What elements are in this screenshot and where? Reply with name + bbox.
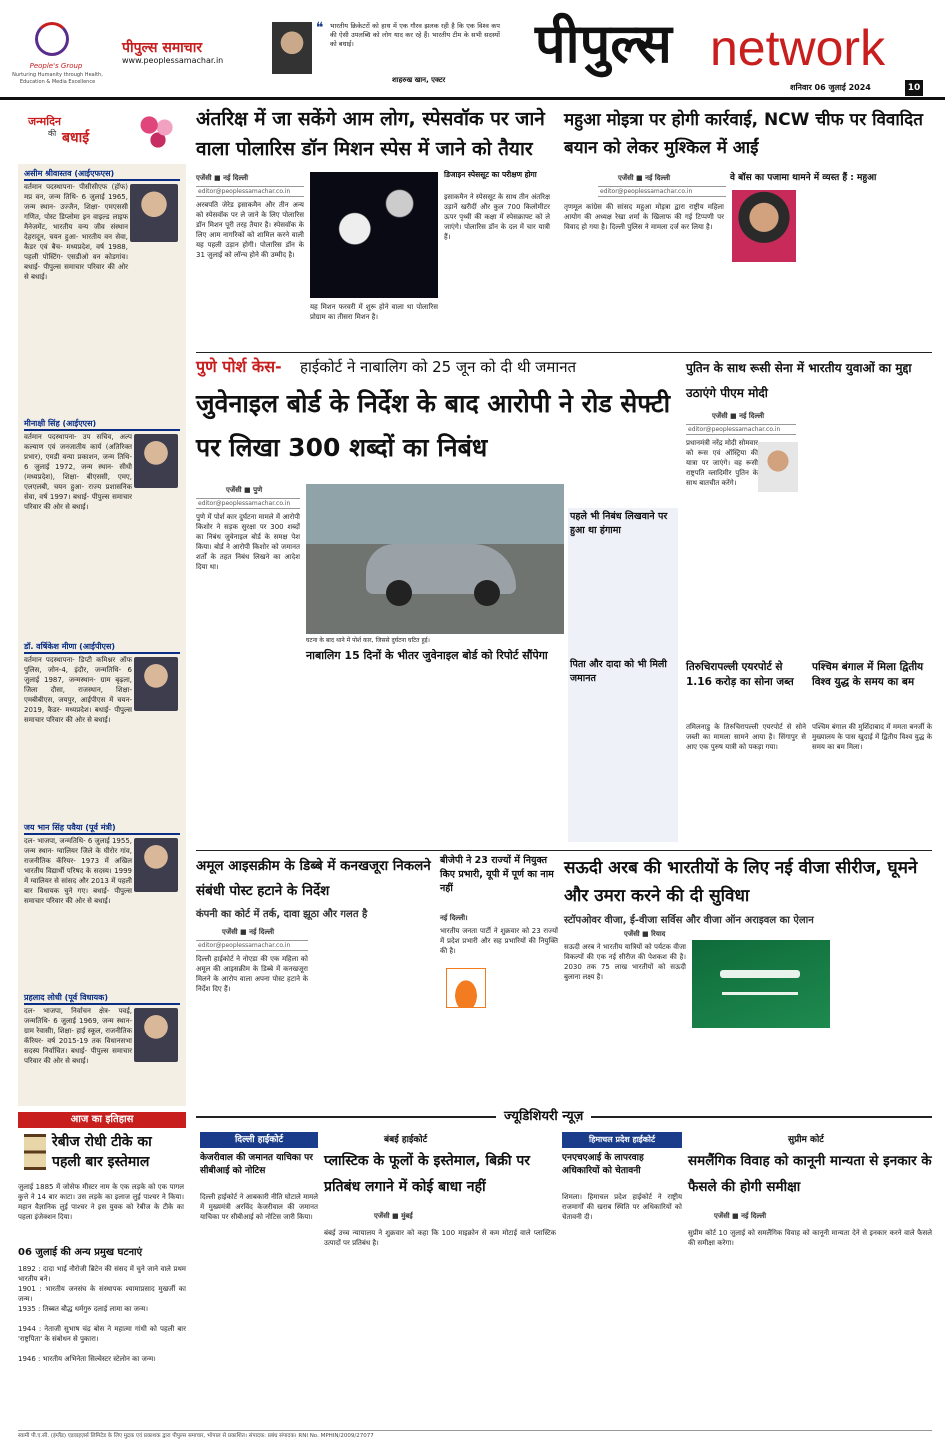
issue-date: शनिवार 06 जुलाई 2024 — [790, 83, 871, 92]
amul-subhead: कंपनी का कोर्ट में तर्क, दावा झूठा और गलत है — [196, 909, 368, 920]
person-photo — [134, 838, 178, 892]
birthday-title-bot: बधाई — [62, 130, 90, 146]
birthday-header — [18, 106, 186, 164]
person-photo — [134, 1008, 178, 1062]
mahua-headline: महुआ मोइत्रा पर होगी कार्रवाई, NCW चीफ पर विवादित बयान को लेकर मुश्किल में आईं — [564, 110, 923, 158]
history-body: जुलाई 1885 में जोसेफ मीस्टर नाम के एक लड़के को एक पागल कुत्ते ने 14 बार काटा। उस लड़के का इलाज लुई पाश्चर ने किया। महान वैज्ञानिक लुई पाश्चर ने इस युवक को रेबीज के टीके का पहला इंजेक्शन दिया। — [18, 1183, 184, 1221]
porsche-tag: पुणे पोर्श केस- — [196, 357, 282, 376]
court-himachal — [562, 1132, 682, 1422]
court-tag: हिमाचल प्रदेश हाईकोर्ट — [562, 1132, 682, 1148]
birthday-body-cont — [24, 252, 180, 364]
trichy-story — [686, 660, 806, 846]
paper-small-title: पीपुल्स समाचार — [122, 40, 203, 56]
porsche-kicker: हाईकोर्ट ने नाबालिग को 25 जून को दी थी जमानत — [300, 358, 577, 376]
bjp-body-cont — [440, 1014, 558, 1100]
court-body: दिल्ली हाईकोर्ट ने आबकारी नीति घोटाले मामले में मुख्यमंत्री अरविंद केजरीवाल की जमानत याचिका पर सीबीआई को नोटिस जारी किया। — [200, 1193, 318, 1221]
birthday-body: वर्तमान पदस्थापना- पीसीसीएफ (हॉफ) मप्र वन, जन्म तिथि- 6 जुलाई 1965, जन्म स्थान- उज्जैन, शिक्षा- एमएससी गणित, पोस्ट डिप्लोमा इन वाइल्ड लाइफ मैनेजमेंट, भारतीय वन्य जीव संस्थान देहरादून, चयन हुआ- भारतीय वन सेवा, कैडर एवं बैच- मध्यप्रदेश, वर्ष 1988, पहली पोस्टिंग- एसडीओ वन कोडगांव। बधाई- पीपुल्स समाचार परिवार की ओर से बधाई। — [24, 183, 128, 281]
history-event: 1935 : तिब्बत बौद्ध धर्मगुरु दलाई लामा का जन्म। — [18, 1305, 148, 1313]
trichy-body: तमिलनाडु के तिरुचिरापल्ली एयरपोर्ट से सोने जब्ती का मामला सामने आया है। सिंगापुर से आए एक पुरुष यात्री को पकड़ा गया। — [686, 723, 806, 751]
court-delhi — [200, 1132, 318, 1422]
flower-bouquet-icon — [136, 110, 180, 160]
history-event: 1901 : भारतीय जनसंघ के संस्थापक श्यामाप्रसाद मुखर्जी का जन्म। — [18, 1285, 186, 1303]
putin-headline: पुतिन के साथ रूसी सेना में भारतीय युवाओं का मुद्दा उठाएंगे पीएम मोदी — [686, 361, 912, 400]
bjp-headline: बीजेपी ने 23 राज्यों में नियुक्त किए प्रभारी, यूपी में पूर्ण का नाम नहीं — [440, 855, 554, 894]
history-box — [18, 1112, 186, 1412]
court-headline: एनएचएआई के लापरवाह अधिकारियों को चेतावनी — [562, 1153, 644, 1176]
bengal-body: पश्चिम बंगाल की मुर्शिदाबाद में ममता बनर्जी के मुख्यालय के पास खुदाई में द्वितीय विश्व युद्ध के समय का बम मिला। — [812, 723, 932, 751]
court-bombay — [324, 1132, 556, 1422]
history-headline: रेबीज रोधी टीके का पहली बार इस्तेमाल — [52, 1134, 152, 1170]
divider — [196, 850, 932, 851]
birthday-name: असीम श्रीवास्तव (आईएफएस) — [24, 168, 180, 181]
saudi-flag — [692, 940, 830, 1028]
space-headline: अंतरिक्ष में जा सकेंगे आम लोग, स्पेसवॉक पर जाने वाला पोलारिस डॉन मिशन स्पेस में जाने को तैयार — [196, 108, 545, 160]
putin-story — [686, 356, 932, 656]
judiciary-banner: ज्यूडिशियरी न्यूज़ — [496, 1106, 591, 1128]
court-headline: समलैंगिक विवाह को कानूनी मान्यता से इनकार के फैसले की होगी समीक्षा — [688, 1153, 932, 1195]
divider — [196, 352, 932, 353]
court-body: बंबई उच्च न्यायालय ने शुक्रवार को कहा कि 100 माइक्रोन से कम मोटाई वाले प्लास्टिक उत्पादों पर प्रतिबंध है। — [324, 1229, 556, 1247]
putin-email: editor@peoplessamachar.co.in — [686, 424, 796, 435]
birthday-body: दल- भाजपा, जन्मतिथि- 6 जुलाई 1955, जन्म स्थान- ग्वालियर जिले के घीरोर गांव, राजनीतिक कॅरियर- 1973 में अखिल भारतीय विद्यार्थी परिषद के सदस्य। 1999 में ग्वालियर से सांसद और 2013 में पहली बार विधायक चुने गए। बधाई- पीपुल्स समाचार परिवार की ओर से बधाई। — [24, 837, 132, 905]
birthday-title-top: जन्मदिन — [28, 115, 62, 128]
amul-headline: अमूल आइसक्रीम के डिब्बे में कनखजूरा निकलने संबंधी पोस्ट हटाने के निर्देश — [196, 858, 431, 899]
court-body: शिमला। हिमाचल प्रदेश हाईकोर्ट ने राष्ट्रीय राजमार्गों की खराब स्थिति पर अधिकारियों को चेतावनी दी। — [562, 1193, 682, 1221]
birthday-name: प्रहलाद लोधी (पूर्व विधायक) — [24, 992, 180, 1005]
porsche-side2-title: पिता और दादा को भी मिली जमानत — [570, 659, 667, 684]
birthday-name: जय भान सिंह पवैया (पूर्व मंत्री) — [24, 822, 180, 835]
saudi-subhead: स्टॉपओवर वीजा, ई-वीजा सर्विस और वीजा ऑन अराइवल का ऐलान — [564, 915, 814, 926]
mahua-email: editor@peoplessamachar.co.in — [598, 186, 726, 197]
saudi-story — [564, 854, 932, 1074]
birthday-entry-1 — [24, 168, 180, 368]
putin-byline: एजेंसी ■ नई दिल्ली — [712, 412, 765, 420]
person-photo — [130, 184, 178, 242]
history-events-list — [18, 1264, 186, 1410]
amul-byline: एजेंसी ■ नई दिल्ली — [222, 928, 275, 936]
mahua-quote: वे बॉस का पजामा थामने में व्यस्त हैं : महुआ — [730, 173, 877, 183]
saudi-body: सऊदी अरब ने भारतीय यात्रियों को पर्यटक वीजा विकल्पों की एक नई सीरीज की पेशकश की है। 2030 तक 75 लाख भारतीयों को सऊदी बुलाना लक्ष्य है। — [564, 943, 686, 981]
person-photo — [134, 657, 178, 711]
porsche-subhead: नाबालिग 15 दिनों के भीतर जुवेनाइल बोर्ड को रिपोर्ट सौंपेगा — [306, 649, 548, 662]
history-events-title: 06 जुलाई की अन्य प्रमुख घटनाएं — [18, 1247, 143, 1258]
space-story — [196, 104, 554, 352]
birthday-title-mid: की — [48, 129, 57, 138]
flag-sword — [722, 992, 798, 995]
car-wheel — [386, 580, 412, 606]
birthday-entry-3 — [24, 641, 180, 811]
court-headline: केजरीवाल की जमानत याचिका पर सीबीआई को नोटिस — [200, 1153, 313, 1176]
history-event: 1944 : नेताजी सुभाष चंद्र बोस ने महात्मा गांधी को पहली बार 'राष्ट्रपिता' के संबोधन से पुकारा। — [18, 1325, 186, 1343]
bengal-story — [812, 660, 932, 846]
birthday-body: वर्तमान पदस्थापना- उप सचिव, अल्प कल्याण एवं जनजातीय कार्य (अतिरिक्त प्रभार), एमडी वन्या प्रकाशन, जन्म तिथि- 6 जुलाई 1972, जन्म स्थान- सीधी (मध्यप्रदेश), शिक्षा- बीएससी, एमए, एलएलबी, चयन हुआ- राज्य प्रशासनिक सेवा, वर्ष 1997। बधाई- पीपुल्स समाचार परिवार की ओर से बधाई। — [24, 433, 132, 511]
saudi-side-body — [836, 940, 932, 1072]
porsche-caption: घटना के बाद थाने में पोर्श कार, जिससे दुर्घटना घटित हुई। — [306, 637, 430, 644]
bengal-headline: पश्चिम बंगाल में मिला द्वितीय विश्व युद्ध के समय का बम — [812, 661, 924, 688]
celebrity-photo — [272, 22, 312, 74]
space-side-title: डिजाइन स्पेससूट का परीक्षण होगा — [444, 170, 537, 179]
bjp-byline: नई दिल्ली। — [440, 914, 468, 922]
mahua-story — [562, 104, 932, 352]
modi-photo — [758, 442, 798, 492]
mahua-side-body — [800, 190, 930, 348]
birthday-body: दल- भाजपा, निर्वाचन क्षेत्र- पवई, जन्मतिथि- 6 जुलाई 1969, जन्म स्थान- ग्राम रेवासीा, शिक्षा- हाई स्कूल, राजनीतिक कॅरियर- वर्ष 2015-19 तक विधानसभा सदस्य निर्वाचित। बधाई- पीपुल्स समाचार परिवार की ओर से बधाई। — [24, 1007, 132, 1065]
hourglass-icon — [24, 1134, 46, 1170]
birthday-name: डॉ. वर्षिकेश मीणा (आईपीएस) — [24, 641, 180, 654]
court-byline: एजेंसी ■ मुंबई — [374, 1212, 413, 1220]
court-tag: सुप्रीम कोर्ट — [788, 1135, 824, 1145]
birthday-entry-4 — [24, 822, 180, 992]
title-hindi: पीपुल्स — [535, 12, 672, 75]
saudi-body-cont — [692, 1032, 830, 1072]
masthead — [0, 0, 945, 100]
porsche-body: पुणे में पोर्श कार दुर्घटना मामले में आरोपी किशोर ने सड़क सुरक्षा पर 300 शब्दों का निबंध जुवेनाइल बोर्ड के समक्ष पेश किया। बोर्ड ने आरोपी किशोर को जमानत शर्तों के तहत निबंध लिखने का आदेश दिया था। — [196, 513, 300, 571]
mahua-photo — [732, 190, 796, 262]
person-photo — [134, 434, 178, 488]
birthday-entry-2 — [24, 418, 180, 598]
birthday-body: वर्तमान पदस्थापना- डिप्टी कमिश्नर ऑफ पुलिस, जोन-4, इंदौर, जन्मतिथि- 6 जुलाई 1987, जन्मस्थान- ग्राम बृढ़ला, जिला दौसा, राजस्थान, शिक्षा- एमबीबीएस, जयपुर, आईपीएस में चयन- 2019, कैडर- मध्यप्रदेश। बधाई- पीपुल्स समाचार परिवार की ओर से बधाई। — [24, 656, 132, 724]
group-tagline: Nurturing Humanity through Health, Education & Media Excellence — [12, 72, 103, 85]
judiciary-section — [196, 1106, 932, 1426]
bjp-story — [440, 854, 558, 1104]
birthday-name: मीनाक्षी सिंह (आईएएस) — [24, 418, 180, 431]
footer-imprint: स्वामी पी.ए.सी. (इंग्लैंड) एडवाइज़र्स लिमिटेड के लिए मुद्रक एवं प्रकाशक द्वारा पीपुल्स समाचार, भोपाल से प्रकाशित। संपादक: प्रबंध संपादक। RNI No. MPHIN/2009/27077 — [18, 1430, 932, 1442]
court-tag: दिल्ली हाईकोर्ट — [200, 1132, 318, 1148]
porsche-side2-body — [570, 690, 676, 840]
bjp-body: भारतीय जनता पार्टी ने शुक्रवार को 23 राज्यों में प्रदेश प्रभारी और सह प्रभारियों की नियुक्ति की है। — [440, 927, 558, 955]
amul-body-cont — [316, 940, 430, 1100]
space-caption: यह मिशन फरवरी में शुरू होने वाला था पोलारिस प्रोग्राम का तीसरा मिशन है। — [310, 303, 438, 321]
astronaut-photo — [310, 172, 438, 298]
bjp-lotus-icon — [446, 968, 486, 1008]
porsche-story — [196, 356, 678, 846]
history-event: 1946 : भारतीय अभिनेता सिल्वेस्टर स्टेलोन का जन्म। — [18, 1355, 156, 1363]
title-network: network — [710, 20, 886, 76]
porsche-email: editor@peoplessamachar.co.in — [196, 498, 300, 509]
mahua-body: तृणमूल कांग्रेस की सांसद महुआ मोइत्रा द्वारा राष्ट्रीय महिला आयोग की अध्यक्ष रेखा शर्मा के खिलाफ की गई टिप्पणी पर विवाद हो गया है। दिल्ली पुलिस ने मामला दर्ज कर लिया है। — [564, 203, 724, 231]
amul-story — [196, 854, 432, 1104]
porsche-car-photo — [306, 484, 564, 634]
quote-icon: ❝ — [316, 20, 324, 36]
porsche-body-cont — [306, 668, 564, 842]
court-headline: प्लास्टिक के फूलों के इस्तेमाल, बिक्री पर प्रतिबंध लगाने में कोई बाधा नहीं — [324, 1153, 531, 1195]
group-logo — [35, 22, 69, 56]
saudi-byline: एजेंसी ■ रियाद — [624, 930, 666, 938]
amul-email: editor@peoplessamachar.co.in — [196, 940, 308, 951]
court-byline: एजेंसी ■ नई दिल्ली — [714, 1212, 767, 1220]
amul-body: दिल्ली हाईकोर्ट ने नोएडा की एक महिला को अमूल की आइसक्रीम के डिब्बे में कनखजूरा मिलने के आरोप वाला अपना पोस्ट हटाने के निर्देश दिए हैं। — [196, 955, 308, 993]
quote-author: शाहरुख खान, एक्टर — [392, 76, 446, 84]
porsche-side-box — [568, 508, 678, 842]
court-body: सुप्रीम कोर्ट 10 जुलाई को समलैंगिक विवाह को कानूनी मान्यता देने से इनकार करने वाले फैसले की समीक्षा करेगा। — [688, 1229, 932, 1247]
celebrity-quote: भारतीय क्रिकेटरों को हाथ में एक गौरव झलक रही है कि एक विश्व कप की ऐसी उपलब्धि को लोग याद कर रहे हैं। भारतीय टीम के सभी सदस्यों को बधाई। — [330, 22, 500, 48]
porsche-headline: जुवेनाइल बोर्ड के निर्देश के बाद आरोपी ने रोड सेफ्टी पर लिखा 300 शब्दों का निबंध — [196, 389, 671, 462]
birthday-entry-5 — [24, 992, 180, 1102]
car-wheel — [474, 580, 500, 606]
court-supreme — [688, 1132, 932, 1422]
porsche-side1-title: पहले भी निबंध लिखवाने पर हुआ था हंगामा — [570, 511, 668, 536]
putin-body: प्रधानमंत्री नरेंद्र मोदी सोमवार को रूस एवं ऑस्ट्रिया की यात्रा पर जाएंगे। वह रूसी राष्ट्रपति व्लादिमीर पुतिन के साथ बातचीत करेंगे। — [686, 439, 758, 487]
space-body: अरबपति जेरेड इसाकमैन और तीन अन्य को स्पेसवॉक पर ले जाने के लिए पोलारिस डॉन मिशन पूरी तरह तैयार है। स्पेसवॉक के लिए आम नागरिकों को शामिल करने वाली यह पहली उड़ान होगी। पोलारिस डॉन के 31 जुलाई को लॉन्च होने की उम्मीद है। — [196, 201, 304, 259]
birthday-column — [18, 106, 186, 1106]
trichy-headline: तिरुचिरापल्ली एयरपोर्ट से 1.16 करोड़ का सोना जब्त — [686, 661, 794, 688]
group-name: People's Group — [29, 62, 83, 70]
mahua-byline: एजेंसी ■ नई दिल्ली — [618, 174, 671, 182]
court-tag: बंबई हाईकोर्ट — [384, 1135, 428, 1145]
space-byline: एजेंसी ■ नई दिल्ली — [196, 174, 249, 182]
flag-script — [720, 970, 800, 978]
porsche-byline: एजेंसी ■ पुणे — [226, 486, 263, 494]
page-number: 10 — [905, 80, 923, 96]
history-header: आज का इतिहास — [18, 1112, 186, 1128]
putin-body-cont — [804, 356, 932, 652]
space-side-body: इसाकमैन ने स्पेससूट के साथ तीन अंतरिक्ष उड़ानें खरीदीं और कुल 700 किलोमीटर ऊपर पृथ्वी की कक्षा में स्पेसक्राफ्ट को ले जाएंगे। पोलारिस डॉन के दल में चार यात्री हैं। — [444, 193, 550, 241]
space-email: editor@peoplessamachar.co.in — [196, 186, 304, 197]
porsche-side1-body — [570, 552, 676, 652]
website-link[interactable]: www.peoplessamachar.in — [122, 56, 224, 65]
history-event: 1892 : दादा भाई नौरोजी ब्रिटेन की संसद में चुने जाने वाले प्रथम भारतीय बने। — [18, 1265, 186, 1283]
saudi-headline: सऊदी अरब की भारतीयों के लिए नई वीजा सीरीज, घूमने और उमरा करने की दी सुविधा — [564, 858, 918, 906]
